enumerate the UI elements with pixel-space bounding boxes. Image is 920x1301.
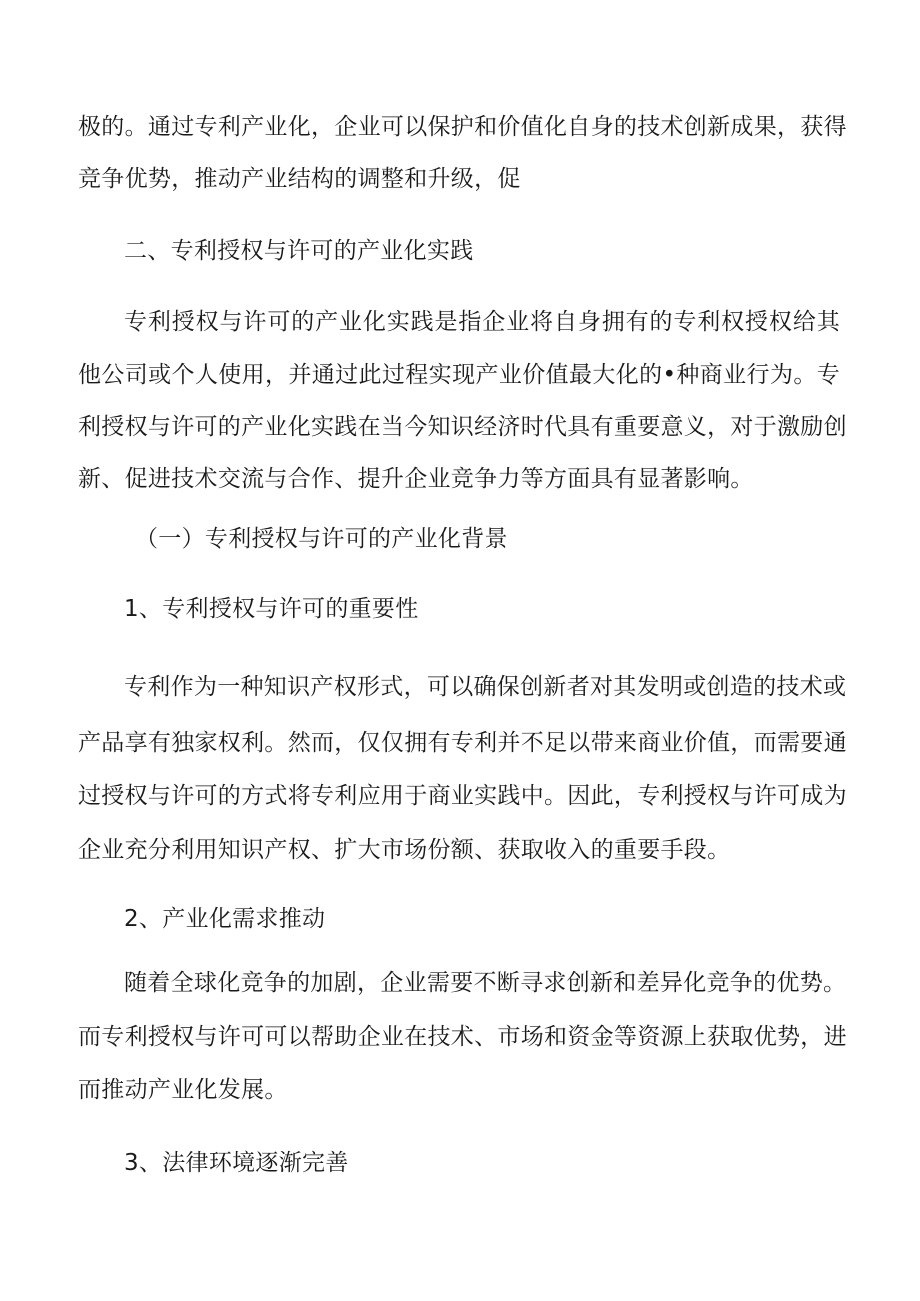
- body-line: 他公司或个人使用，并通过此过程实现产业价值最大化的•种商业行为。专: [78, 362, 840, 388]
- body-line: 产品享有独家权利。然而，仅仅拥有专利并不足以带来商业价值，而需要通: [78, 730, 847, 756]
- body-line: 而推动产业化发展。: [78, 1077, 288, 1103]
- body-line: 竞争优势，推动产业结构的调整和升级，促: [78, 166, 521, 192]
- body-line: 利授权与许可的产业化实践在当今知识经济时代具有重要意义，对于激励创: [78, 414, 847, 440]
- item-heading: 1、专利授权与许可的重要性: [124, 596, 419, 622]
- subsection-heading: （一）专利授权与许可的产业化背景: [135, 526, 508, 552]
- item-heading: 2、产业化需求推动: [124, 906, 326, 932]
- body-line: 而专利授权与许可可以帮助企业在技术、市场和资金等资源上获取优势，进: [78, 1024, 847, 1050]
- item-heading: 3、法律环境逐渐完善: [124, 1150, 349, 1176]
- body-line: 新、促进技术交流与合作、提升企业竞争力等方面具有显著影响。: [78, 466, 754, 492]
- body-line: 随着全球化竞争的加剧，企业需要不断寻求创新和差异化竞争的优势。: [124, 970, 847, 996]
- body-line: 专利授权与许可的产业化实践是指企业将自身拥有的专利权授权给其: [124, 309, 840, 335]
- body-line: 极的。通过专利产业化，企业可以保护和价值化自身的技术创新成果，获得: [78, 114, 847, 140]
- body-line: 企业充分利用知识产权、扩大市场份额、获取收入的重要手段。: [78, 837, 731, 863]
- section-heading: 二、专利授权与许可的产业化实践: [124, 238, 474, 264]
- body-line: 过授权与许可的方式将专利应用于商业实践中。因此，专利授权与许可成为: [78, 783, 847, 809]
- body-line: 专利作为一种知识产权形式，可以确保创新者对其发明或创造的技术或: [124, 674, 847, 700]
